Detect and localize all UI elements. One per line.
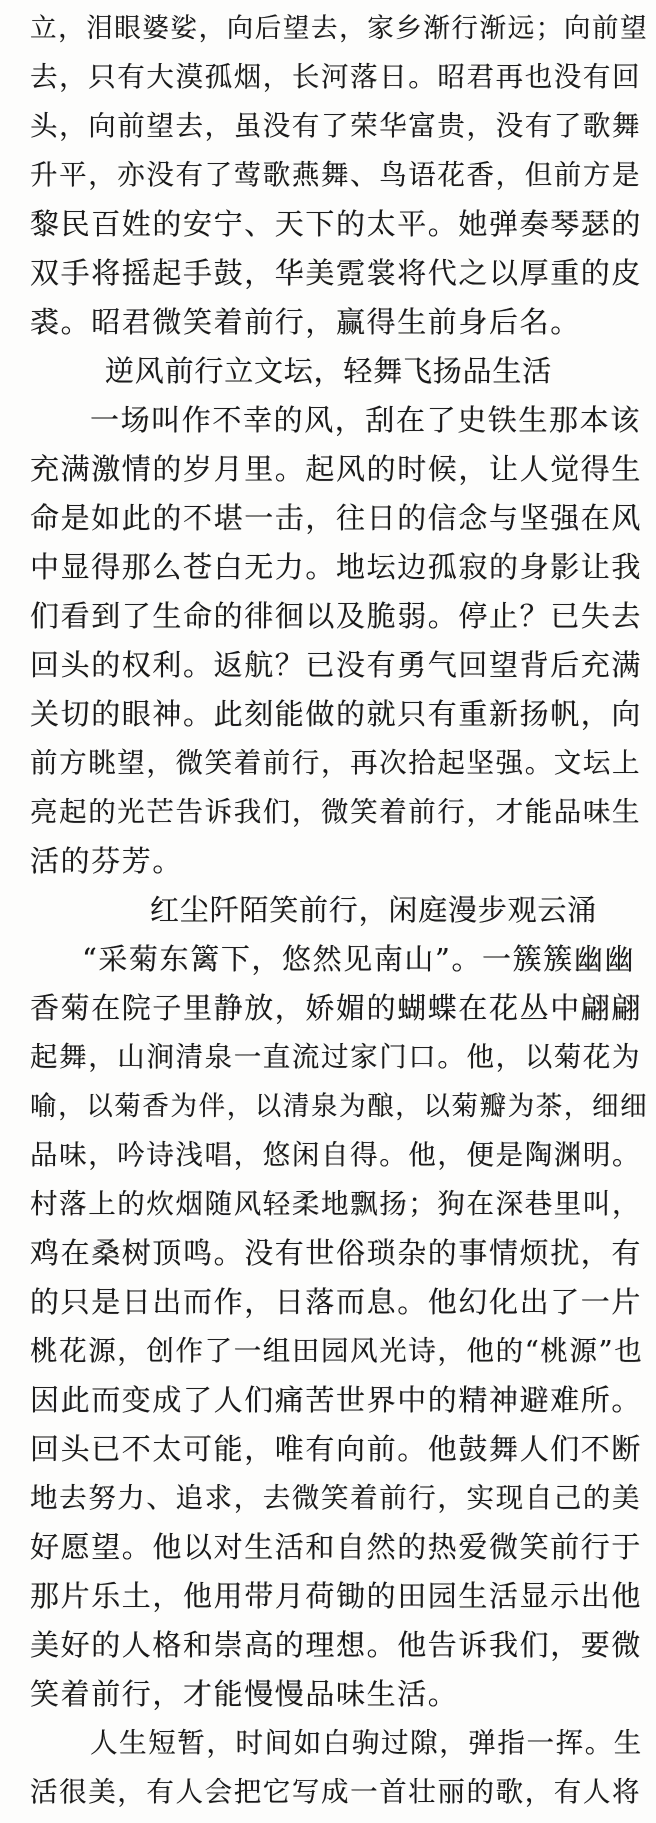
text-line: 裘。昭君微笑着前行，赢得生前身后名。: [30, 305, 581, 339]
text-line: 的只是日出而作，日落而息。他幻化出了一片: [30, 1285, 643, 1319]
text-line: 充满激情的岁月里。起风的时候，让人觉得生: [30, 452, 643, 486]
text-line: 鸡在桑树顶鸣。没有世俗琐杂的事情烦扰，有: [30, 1236, 643, 1270]
text-line: 美好的人格和崇高的理想。他告诉我们，要微: [30, 1628, 643, 1662]
text-line: 因此而变成了人们痛苦世界中的精神避难所。: [30, 1383, 643, 1417]
text-line: 地去努力、追求，去微笑着前行，实现自己的美: [30, 1482, 642, 1514]
text-line: 去，只有大漠孤烟，长河落日。昭君再也没有回: [30, 61, 642, 93]
text-line: 前方眺望，微笑着前行，再次拾起坚强。文坛上: [30, 747, 642, 779]
text-line: 关切的眼神。此刻能做的就只有重新扬帆，向: [30, 697, 643, 731]
text-line: 喻，以菊香为伴，以清泉为酿，以菊瓣为茶，细细: [30, 1091, 648, 1122]
text-line: 品味，吟诗浅唱，悠闲自得。他，便是陶渊明。: [30, 1139, 642, 1171]
text-line: 升平，亦没有了莺歌燕舞、鸟语花香，但前方是: [30, 159, 642, 191]
text-line: 亮起的光芒告诉我们，微笑着前行，才能品味生: [30, 796, 642, 828]
text-line: 一场叫作不幸的风，刮在了史铁生那本该: [90, 403, 641, 437]
text-line: 香菊在院子里静放，娇媚的蝴蝶在花丛中翩翩: [30, 991, 643, 1025]
text-line: 起舞，山涧清泉一直流过家门口。他，以菊花为: [30, 1041, 642, 1073]
text-line: 人生短暂，时间如白驹过隙，弹指一挥。生: [90, 1727, 643, 1759]
text-line: 村落上的炊烟随风轻柔地飘扬；狗在深巷里叫，: [30, 1188, 642, 1220]
section-heading: 逆风前行立文坛，轻舞飞扬品生活: [105, 354, 553, 388]
text-line: 那片乐土，他用带月荷锄的田园生活显示出他: [30, 1579, 643, 1613]
text-line: 好愿望。他以对生活和自然的热爱微笑前行于: [30, 1530, 643, 1564]
text-line: “采菊东篱下，悠然见南山”。一簇簇幽幽: [82, 942, 636, 976]
text-line: 桃花源，创作了一组田园风光诗，他的“桃源”也: [30, 1335, 644, 1367]
text-line: 们看到了生命的徘徊以及脆弱。停止？已失去: [30, 599, 643, 633]
text-line: 立，泪眼婆娑，向后望去，家乡渐行渐远；向前望: [30, 13, 648, 44]
text-line: 黎民百姓的安宁、天下的太平。她弹奏琴瑟的: [30, 207, 643, 241]
text-line: 活很美，有人会把它写成一首壮丽的歌，有人将: [30, 1776, 642, 1808]
text-line: 中显得那么苍白无力。地坛边孤寂的身影让我: [30, 550, 643, 584]
text-line: 活的芬芳。: [30, 844, 184, 878]
text-line: 回头的权利。返航？已没有勇气回望背后充满: [30, 648, 643, 682]
text-line: 回头已不太可能，唯有向前。他鼓舞人们不断: [30, 1432, 643, 1466]
text-line: 笑着前行，才能慢慢品味生活。: [30, 1677, 459, 1711]
text-line: 头，向前望去，虽没有了荣华富贵，没有了歌舞: [30, 110, 642, 142]
section-heading: 红尘阡陌笑前行，闲庭漫步观云涌: [150, 893, 598, 927]
text-line: 命是如此的不堪一击，往日的信念与坚强在风: [30, 501, 643, 535]
text-line: 双手将摇起手鼓，华美霓裳将代之以厚重的皮: [30, 256, 643, 290]
